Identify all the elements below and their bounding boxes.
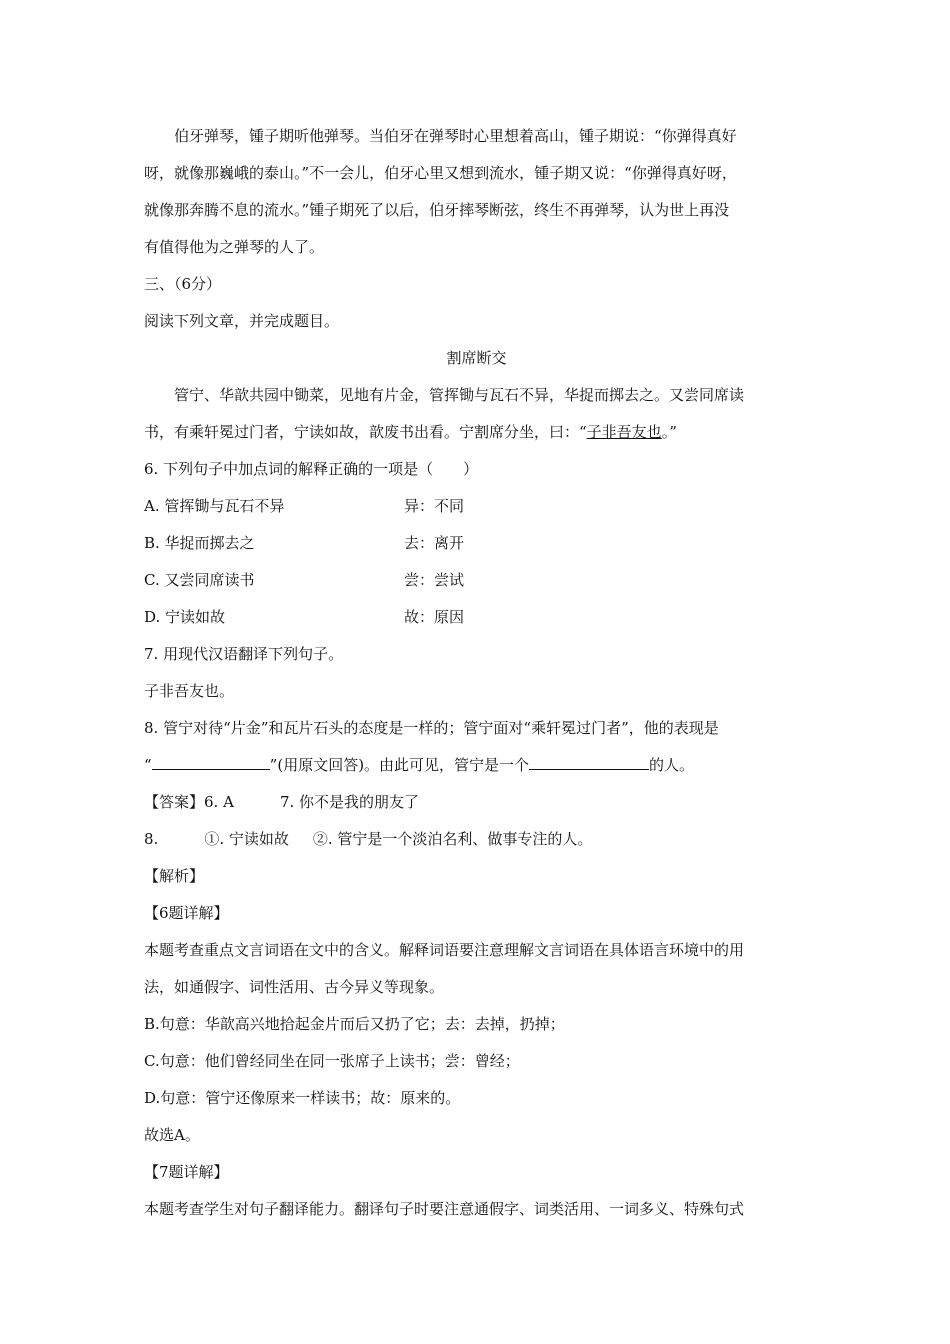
option-d — [144, 599, 809, 636]
option-c-sentence: C. 又尝同席读书 — [144, 571, 255, 589]
question-7-stem: 7. 用现代汉语翻译下列句子。 — [144, 645, 344, 663]
option-b-sentence: B. 华捉而掷去之 — [144, 534, 255, 552]
analysis-label: 【解析】 — [144, 867, 205, 885]
answer-blank-2 — [529, 751, 649, 770]
section-instruction: 阅读下列文章，并完成题目。 — [144, 312, 340, 330]
passage-title: 割席断交 — [446, 349, 507, 367]
option-a-sentence: A. 管挥锄与瓦石不异 — [144, 497, 285, 515]
option-d-sentence: D. 宁读如故 — [144, 608, 226, 626]
question-7-sentence: 子非吾友也。 — [144, 682, 235, 700]
answer-6: 6. A — [204, 793, 234, 811]
option-d-gloss: 故：原因 — [404, 608, 465, 626]
answer-7: 7. 你不是我的朋友了 — [279, 793, 420, 811]
answer-8-number: 8. — [144, 830, 159, 848]
option-b-gloss: 去：离开 — [404, 534, 465, 552]
story-line-4: 有值得他为之弹琴的人了。 — [144, 238, 325, 256]
passage-line-2 — [144, 414, 809, 451]
answer-8-part-1: ①. 宁读如故 — [204, 830, 289, 848]
detail-6-conclusion: 故选A。 — [144, 1126, 200, 1144]
option-a-gloss: 异：不同 — [404, 497, 465, 515]
answer-label: 【答案】 — [144, 793, 205, 811]
detail-6-option-c: C.句意：他们曾经同坐在同一张席子上读书；尝：曾经； — [144, 1052, 520, 1070]
q8-middle-text: ”(用原文回答)。由此可见，管宁是一个 — [269, 756, 530, 774]
answer-8-part-2: ②. 管宁是一个淡泊名利、做事专注的人。 — [312, 830, 593, 848]
option-a — [144, 488, 809, 525]
q8-end-text: 的人。 — [649, 756, 695, 774]
question-8-line-2 — [144, 747, 809, 784]
question-8-line-1: 8. 管宁对待“片金”和瓦片石头的态度是一样的；管宁面对“乘轩冕过门者”，他的表现是 — [144, 719, 719, 737]
q8-open-quote: “ — [144, 756, 152, 774]
detail-6-heading: 【6题详解】 — [144, 904, 229, 922]
detail-6-line-2: 法，如通假字、词性活用、古今异义等现象。 — [144, 978, 445, 996]
story-line-3: 就像那奔腾不息的流水。”锺子期死了以后，伯牙摔琴断弦，终生不再弹琴，认为世上再没 — [144, 201, 730, 219]
passage-text: 书，有乘轩冕过门者，宁读如故，歆废书出看。宁割席分坐，曰：“ — [144, 423, 587, 441]
question-6-stem: 6. 下列句子中加点词的解释正确的一项是（ ） — [144, 460, 479, 478]
passage-line-1: 管宁、华歆共园中锄菜，见地有片金，管挥锄与瓦石不异，华捉而掷去之。又尝同席读 — [174, 386, 745, 404]
answer-blank-1 — [152, 751, 270, 770]
story-line-1: 伯牙弹琴，锺子期听他弹琴。当伯牙在弹琴时心里想着高山，锺子期说：“你弹得真好 — [174, 127, 737, 145]
answer-line — [144, 784, 809, 821]
detail-7-heading: 【7题详解】 — [144, 1163, 229, 1181]
detail-6-option-b: B.句意：华歆高兴地拾起金片而后又扔了它；去：去掉，扔掉； — [144, 1015, 565, 1033]
document-page — [144, 118, 809, 1228]
answer-8-line — [144, 821, 809, 858]
detail-6-option-d: D.句意：管宁还像原来一样读书；故：原来的。 — [144, 1089, 461, 1107]
detail-6-line-1: 本题考查重点文言词语在文中的含义。解释词语要注意理解文言词语在具体语言环境中的用 — [144, 941, 745, 959]
option-c-gloss: 尝：尝试 — [404, 571, 465, 589]
detail-7-line-1: 本题考查学生对句子翻译能力。翻译句子时要注意通假字、词类活用、一词多义、特殊句式 — [144, 1200, 745, 1218]
option-c — [144, 562, 809, 599]
option-b — [144, 525, 809, 562]
story-line-2: 呀，就像那巍峨的泰山。”不一会儿，伯牙心里又想到流水，锺子期又说：“你弹得真好呀， — [144, 164, 737, 182]
underlined-sentence: 子非吾友也 — [586, 423, 662, 441]
passage-close: 。” — [661, 423, 677, 441]
section-heading: 三、（6分） — [144, 275, 222, 293]
